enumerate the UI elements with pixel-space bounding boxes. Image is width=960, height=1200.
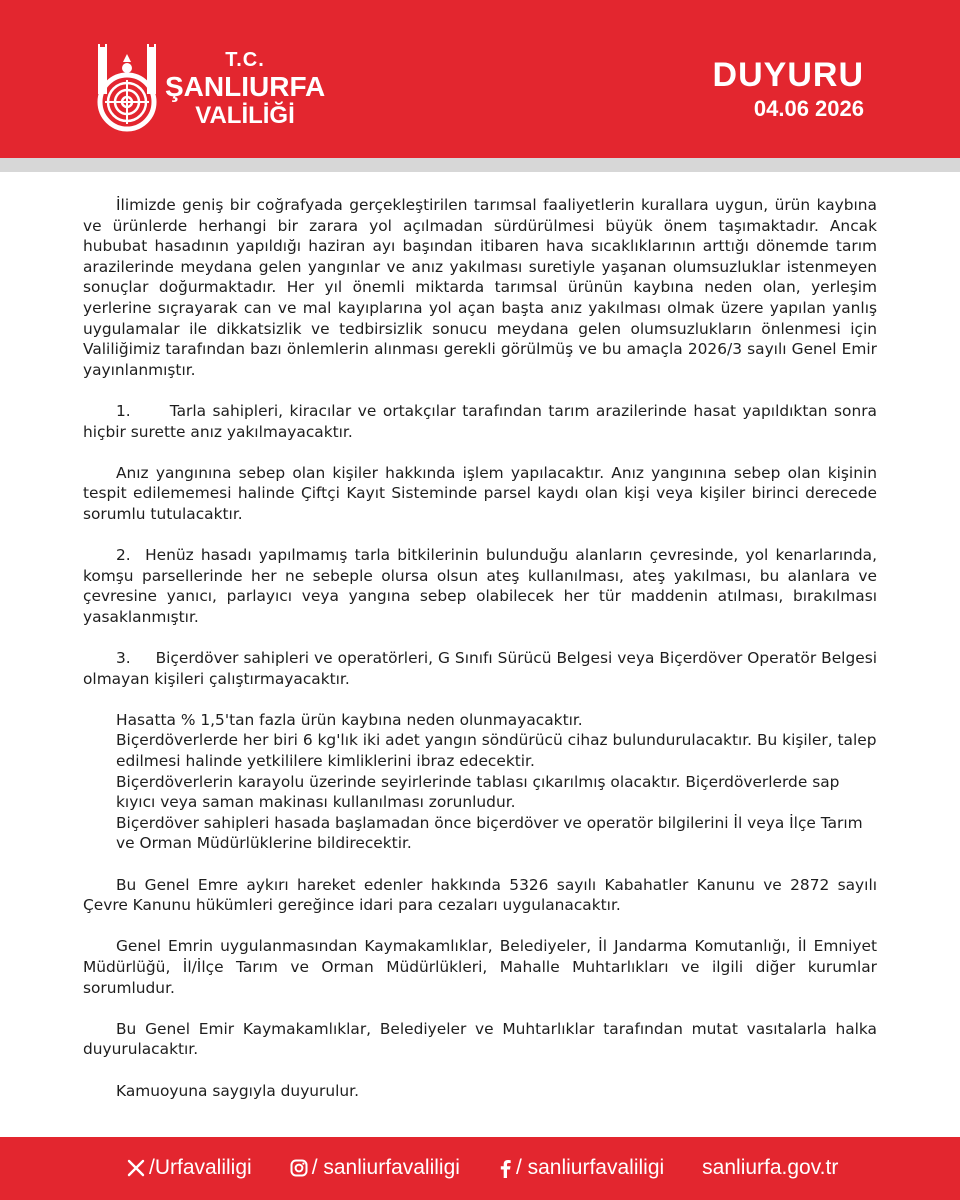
sanliurfa-valiligi-logo-icon	[96, 44, 158, 132]
organization-name	[165, 50, 325, 128]
org-line-city: ŞANLIURFA	[165, 71, 326, 102]
penalty-paragraph: Bu Genel Emre aykırı hareket edenler hakkında 5326 sayılı Kabahatler Kanunu ve 2872 sayılı Çevre Kanunu hükümleri gereğince idari para cezaları uygulanacaktır.	[83, 875, 877, 915]
document-body	[83, 195, 877, 1101]
facebook-handle: / sanliurfavaliligi	[515, 1156, 665, 1179]
item-2-number: 2.	[116, 546, 131, 565]
item-3	[83, 648, 877, 689]
org-line-valilik: VALİLİĞİ	[195, 102, 295, 129]
intro-paragraph: İlimizde geniş bir coğrafyada gerçekleştirilen tarımsal faaliyetlerin kurallara uygun, ürün kaybına ve ürünlerde herhangi bir zarara yol açılmadan sürdürülmesi büyük önem taşımaktadır. Ancak hububat hasadının yapıldığı haziran ayı başından itibaren hava sıcaklıklarının arttığı dönemde tarım arazilerinde meydana gelen yangınlar ve anız yakılması suretiyle yaşanan olumsuzluklar istenmeyen sonuçlar doğurmaktadır. Her yıl önemli miktarda tarımsal ürünün kaybına neden olan, yerleşim yerlerine sıçrayarak can ve mal kayıplarına yol açan başta anız yakılması olmak üzere yapılan yanlış uygulamalar ile dikkatsizlik ve tedbirsizlik sonucu meydana gelen olumsuzlukların önlenmesi için Valiliğimiz tarafından bazı önlemlerin alınması gerekli görülmüş ve bu amaçla 2026/3 sayılı Genel Emir yayınlanmıştır.	[83, 196, 877, 379]
social-links	[127, 1156, 838, 1180]
sub-item-2: Biçerdöverlerde her biri 6 kg'lık iki adet yangın söndürücü cihaz bulundurulacaktır. Bu kişiler, talep edilmesi halinde yetkililere kimliklerini ibraz edecektir.	[116, 731, 877, 771]
announcement-title: DUYURU	[712, 56, 864, 94]
responsible-paragraph: Genel Emrin uygulanmasından Kaymakamlıklar, Belediyeler, İl Jandarma Komutanlığı, İl Emniyet Müdürlüğü, İl/İlçe Tarım ve Orman Müdürlükleri, Mahalle Muhtarlıkları ve ilgili diğer kurumlar sorumludur.	[83, 937, 877, 997]
facebook-icon	[498, 1159, 512, 1178]
x-handle: /Urfavaliligi	[149, 1156, 252, 1179]
x-link[interactable]	[127, 1156, 252, 1180]
item-1	[83, 401, 877, 442]
x-icon	[127, 1159, 145, 1177]
item-3-text: Biçerdöver sahipleri ve operatörleri, G Sınıfı Sürücü Belgesi veya Biçerdöver Operatör Belgesi olmayan kişileri çalıştırmayacaktır.	[83, 649, 877, 688]
announcement-title-box	[713, 58, 864, 120]
sub-item-4: Biçerdöver sahipleri hasada başlamadan önce biçerdöver ve operatör bilgilerini İl veya İlçe Tarım ve Orman Müdürlüklerine bildirecektir.	[116, 813, 863, 853]
instagram-icon	[290, 1159, 308, 1177]
instagram-handle: / sanliurfavaliligi	[311, 1156, 460, 1179]
org-line-tc: T.C.	[225, 49, 265, 71]
header-bar	[0, 0, 960, 158]
closing-line: Kamuoyuna saygıyla duyurulur.	[116, 1081, 359, 1100]
announcement-date: 04.06 2026	[753, 96, 864, 121]
sub-item-3: Biçerdöverlerin karayolu üzerinde seyirlerinde tablası çıkarılmış olacaktır. Biçerdöverlerde sap kıyıcı veya saman makinası kullanılması zorunludur.	[116, 772, 840, 812]
item-1-number: 1.	[116, 401, 131, 420]
footer-bar	[0, 1137, 960, 1200]
announce-paragraph: Bu Genel Emir Kaymakamlıklar, Belediyeler ve Muhtarlıklar tarafından mutat vasıtalarla halka duyurulacaktır.	[83, 1019, 877, 1059]
item-2	[83, 545, 877, 627]
instagram-link[interactable]	[290, 1156, 460, 1180]
website-url: sanliurfa.gov.tr	[702, 1156, 839, 1179]
facebook-link[interactable]	[498, 1156, 664, 1180]
item-1-note: Anız yangınına sebep olan kişiler hakkında işlem yapılacaktır. Anız yangınına sebep olan kişinin tespit edilememesi halinde Çiftçi Kayıt Sisteminde parsel kaydı olan kişi veya kişiler birinci derecede sorumlu tutulacaktır.	[83, 463, 877, 523]
header-divider	[0, 158, 960, 172]
website-link[interactable]	[702, 1156, 838, 1180]
item-2-text: Henüz hasadı yapılmamış tarla bitkilerinin bulunduğu alanların çevresinde, yol kenarlarında, komşu parsellerinde her ne sebeple olursa olsun ateş kullanılması, ateş yakılması, bu alanlara ve çevresine yanıcı, parlayıcı veya yangına sebep olabilecek her tür maddenin atılması, bırakılması yasaklanmıştır.	[83, 546, 877, 626]
item-3-number: 3.	[116, 649, 131, 668]
item-1-text: Tarla sahipleri, kiracılar ve ortakçılar tarafından tarım arazilerinde hasat yapıldıktan sonra hiçbir surette anız yakılmayacaktır.	[83, 401, 877, 441]
sub-item-1: Hasatta % 1,5'tan fazla ürün kaybına neden olunmayacaktır.	[116, 710, 583, 729]
